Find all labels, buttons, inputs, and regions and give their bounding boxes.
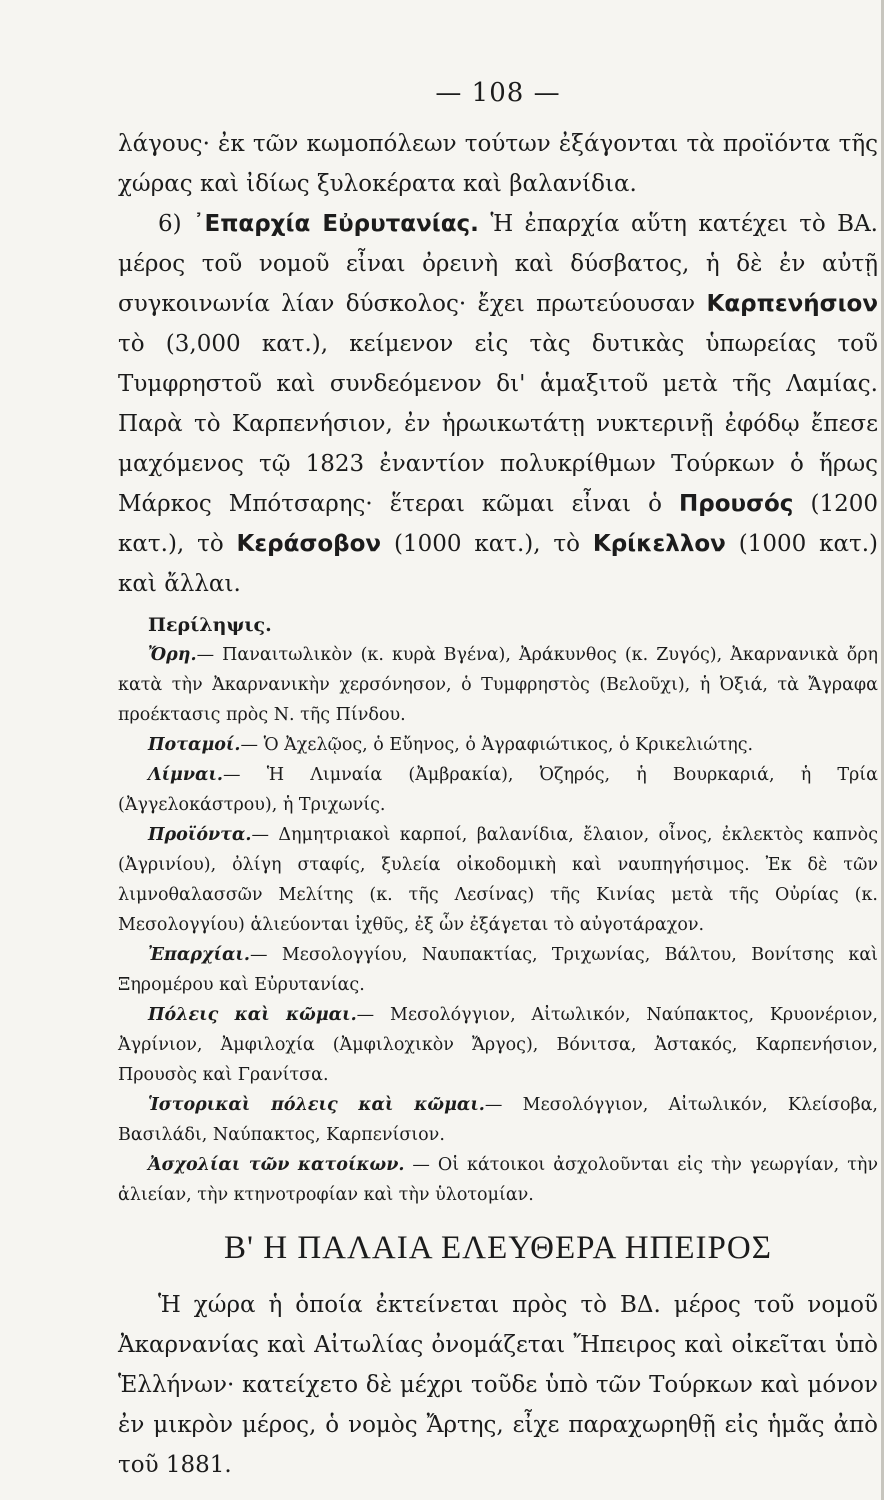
summary-item [118, 760, 878, 820]
page-number: — 108 — [435, 78, 561, 108]
summary-text: — Μεσολογγίου, Ναυπακτίας, Τριχωνίας, Βάλτου, Βονίτσης καὶ Ξηρομέρου καὶ Εὐρυτανίας. [118, 945, 878, 995]
paragraph-text: Ἡ ἐπαρχία αὕτη κατέχει τὸ ΒΑ. μέρος τοῦ νομοῦ εἶναι ὀρεινὴ καὶ δύσβατος, ἡ δὲ ἐν αὐτῇ συγκοινωνία λίαν δύσκολος· ἔχει πρωτεύουσαν [118, 211, 878, 317]
summary-text: — Ὁ Ἀχελῷος, ὁ Εὔηνος, ὁ Ἀγραφιώτικος, ὁ Κρικελιώτης. [240, 735, 754, 755]
summary-label: Ὄρη. [148, 645, 197, 665]
summary-text: — Δημητριακοὶ καρποί, βαλανίδια, ἔλαιον, οἶνος, ἐκλεκτὸς καπνὸς (Ἀγρινίου), ὀλίγη σταφίς, ξυλεία οἰκοδομικὴ καὶ ναυπηγήσιμος. Ἐκ δὲ τῶν λιμνοθαλασσῶν Μελίτης (κ. τῆς Λεσίνας) τῆς Κινίας μετὰ τῆς Οὐρίας (κ. Μεσολογγίου) ἁλιεύονται ἰχθῦς, ἐξ ὧν ἐξάγεται τὸ αὐγοτάραχον. [118, 825, 878, 935]
chapter-title: Β' Η ΠΑΛΑΙΑ ΕΛΕΥΘΕΡΑ ΗΠΕΙΡΟΣ [224, 1230, 772, 1266]
summary-label: Ἱστορικαὶ πόλεις καὶ κῶμαι. [148, 1095, 485, 1115]
summary-item [118, 730, 878, 760]
summary-item [118, 640, 878, 730]
page [118, 78, 878, 1485]
summary-label: Ἐπαρχίαι. [148, 945, 250, 965]
summary-text: — Μεσολόγγιον, Αἰτωλικόν, Ναύπακτος, Κρυονέριον, Ἀγρίνιον, Ἀμφιλοχία (Ἀμφιλοχικὸν Ἄργος), Βόνιτσα, Ἀστακός, Καρπενήσιον, Προυσὸς καὶ Γρανίτσα. [118, 1005, 878, 1085]
section-number: 6) [158, 211, 194, 237]
summary-text: — Μεσολόγγιον, Αἰτωλικόν, Κλείσοβα, Βασιλάδι, Ναύπακτος, Καρπενίσιον. [118, 1095, 878, 1145]
summary-label: Ποταμοί. [148, 735, 241, 755]
summary-item [118, 1090, 878, 1150]
paragraph-text: (1000 κατ.), τὸ [381, 531, 593, 557]
summary-label: Προϊόντα. [148, 825, 252, 845]
summary-text: — Ἡ Λιμναία (Ἀμβρακία), Ὀζηρός, ἡ Βουρκαριά, ἡ Τρία (Ἀγγελοκάστρου), ἡ Τριχωνίς. [118, 765, 878, 815]
page-body [118, 124, 878, 1485]
summary-label: Πόλεις καὶ κῶμαι. [148, 1005, 357, 1025]
paragraph-text: (1200 κατ.), τὸ [118, 491, 879, 557]
paragraph-epirus: Ἡ χώρα ἡ ὁποία ἐκτείνεται πρὸς τὸ ΒΔ. μέρος τοῦ νομοῦ Ἀκαρνανίας καὶ Αἰτωλίας ὀνομάζεται Ἤπειρος καὶ οἰκεῖται ὑπὸ Ἑλλήνων· κατείχετο δὲ μέχρι τοῦδε ὑπὸ τῶν Τούρκων καὶ μόνον ἐν μικρὸν μέρος, ὁ νομὸς Ἄρτης, εἶχε παραχωρηθῇ εἰς ἡμᾶς ἀπὸ τοῦ 1881. [118, 1292, 878, 1478]
summary-item [118, 940, 878, 1000]
summary-item [118, 1000, 878, 1090]
paragraph-text: τὸ (3,000 κατ.), κείμενον εἰς τὰς δυτικὰς ὑπωρείας τοῦ Τυμφρηστοῦ καὶ συνδεόμενον δι' ἁμαξιτοῦ μετὰ τῆς Λαμίας. Παρὰ τὸ Καρπενήσιον, ἐν ἡρωικωτάτῃ νυκτερινῇ ἐφόδῳ ἔπεσε μαχόμενος τῷ 1823 ἐναντίον πολυκρίθμων Τούρκων ὁ ἥρως Μάρκος Μπότσαρης· ἕτεραι κῶμαι εἶναι ὁ [118, 331, 878, 517]
place-karpenision: Καρπενήσιον [706, 291, 878, 317]
summary-heading: Περίληψις. [148, 614, 272, 636]
summary-text: — Οἱ κάτοικοι ἀσχολοῦνται εἰς τὴν γεωργίαν, τὴν ἁλιείαν, τὴν κτηνοτροφίαν καὶ τὴν ὑλοτομίαν. [118, 1155, 878, 1205]
summary-label: Λίμναι. [148, 765, 224, 785]
paragraph-eurytania [118, 204, 878, 604]
summary-text: — Παναιτωλικὸν (κ. κυρὰ Βγένα), Ἀράκυνθος (κ. Ζυγός), Ἀκαρνανικὰ ὄρη κατὰ τὴν Ἀκαρνανικὴν χερσόνησον, ὁ Τυμφρηστὸς (Βελοῦχι), ἡ Ὀξιά, τὰ Ἄγραφα προέκτασις πρὸς Ν. τῆς Πίνδου. [118, 645, 878, 725]
place-kerasovon: Κεράσοβον [236, 531, 382, 557]
section-heading: ᾿Επαρχία Εὐρυτανίας. [193, 211, 479, 237]
place-prousos: Προυσός [679, 491, 794, 517]
paragraph-text: (1000 κατ.) καὶ ἄλλαι. [118, 531, 879, 597]
summary-label: Ἀσχολίαι τῶν κατοίκων. [148, 1155, 405, 1175]
summary-item [118, 1150, 878, 1210]
paragraph-continuation: λάγους· ἐκ τῶν κωμοπόλεων τούτων ἐξάγονται τὰ προϊόντα τῆς χώρας καὶ ἰδίως ξυλοκέρατα καὶ βαλανίδια. [118, 131, 878, 197]
place-krikellon: Κρίκελλον [592, 531, 726, 557]
summary-item [118, 820, 878, 940]
